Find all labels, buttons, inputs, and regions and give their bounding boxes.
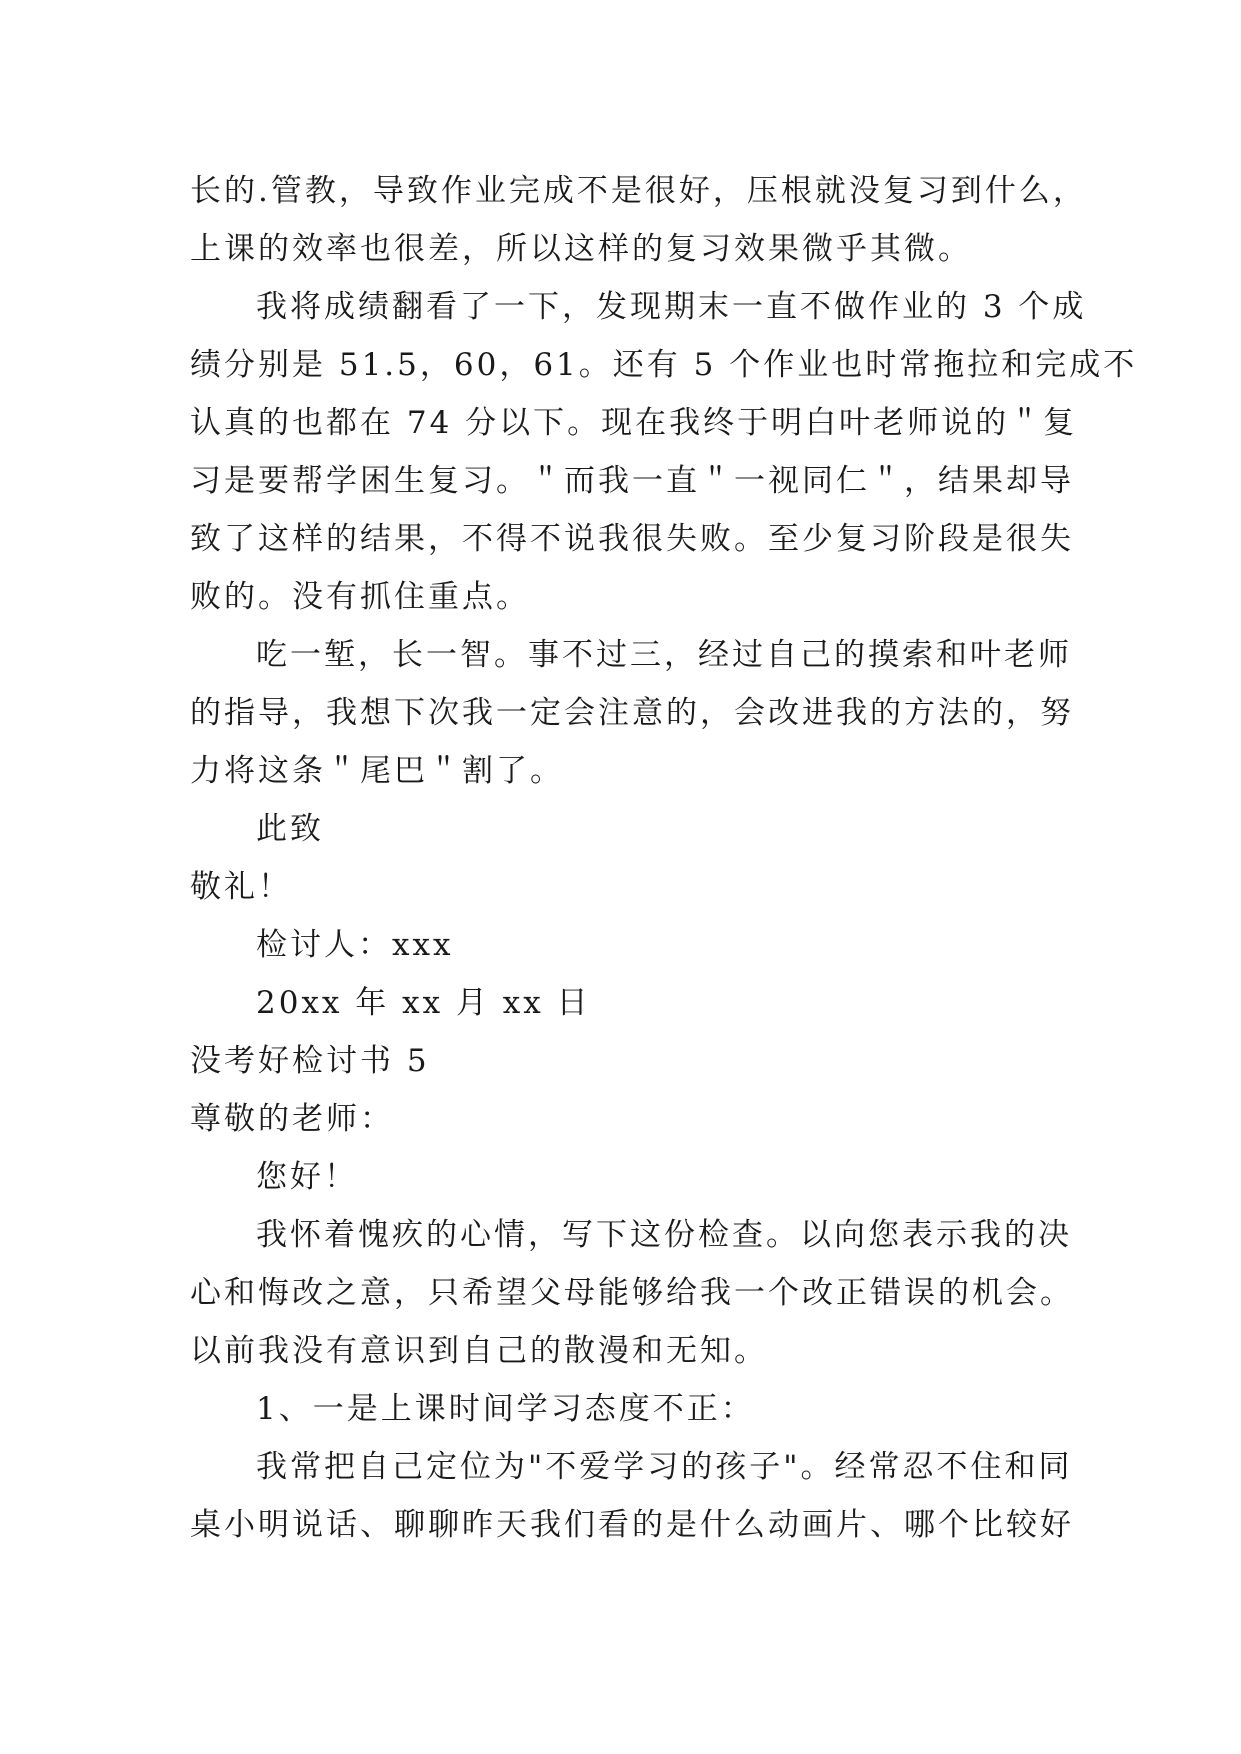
text-line: 致了这样的结果，不得不说我很失败。至少复习阶段是很失	[190, 521, 1074, 557]
text-line: 认真的也都在 74 分以下。现在我终于明白叶老师说的＂复	[190, 405, 1078, 441]
text-line: 我怀着愧疚的心情，写下这份检查。以向您表示我的决	[256, 1217, 1072, 1253]
letter-hello: 您好！	[256, 1159, 358, 1195]
text-line: 桌小明说话、聊聊昨天我们看的是什么动画片、哪个比较好	[190, 1507, 1074, 1543]
signature-date: 20xx 年 xx 月 xx 日	[256, 985, 591, 1021]
text-line: 以前我没有意识到自己的散漫和无知。	[190, 1333, 768, 1369]
closing-regards: 敬礼！	[190, 869, 292, 905]
text-line: 吃一堑，长一智。事不过三，经过自己的摸索和叶老师	[256, 637, 1072, 673]
signature-name: 检讨人：xxx	[256, 927, 454, 963]
text-line: 绩分别是 51.5，60，61。还有 5 个作业也时常拖拉和完成不	[190, 347, 1138, 383]
text-line: 败的。没有抓住重点。	[190, 579, 530, 615]
text-line: 的指导，我想下次我一定会注意的，会改进我的方法的，努	[190, 695, 1074, 731]
text-line: 力将这条＂尾巴＂割了。	[190, 753, 564, 789]
text-line: 长的.管教，导致作业完成不是很好，压根就没复习到什么，	[190, 173, 1087, 209]
text-line: 习是要帮学困生复习。＂而我一直＂一视同仁＂，结果却导	[190, 463, 1074, 499]
document-body	[190, 162, 1138, 1554]
text-line: 我常把自己定位为"不爱学习的孩子"。经常忍不住和同	[256, 1449, 1073, 1485]
text-line: 上课的效率也很差，所以这样的复习效果微乎其微。	[190, 231, 972, 267]
list-item-heading: 1、一是上课时间学习态度不正：	[256, 1391, 755, 1427]
section-title: 没考好检讨书 5	[190, 1043, 430, 1079]
text-line: 我将成绩翻看了一下，发现期末一直不做作业的 3 个成	[256, 289, 1087, 325]
letter-greeting: 尊敬的老师：	[190, 1101, 394, 1137]
closing-salutation: 此致	[256, 811, 324, 847]
text-line: 心和悔改之意，只希望父母能够给我一个改正错误的机会。	[190, 1275, 1074, 1311]
